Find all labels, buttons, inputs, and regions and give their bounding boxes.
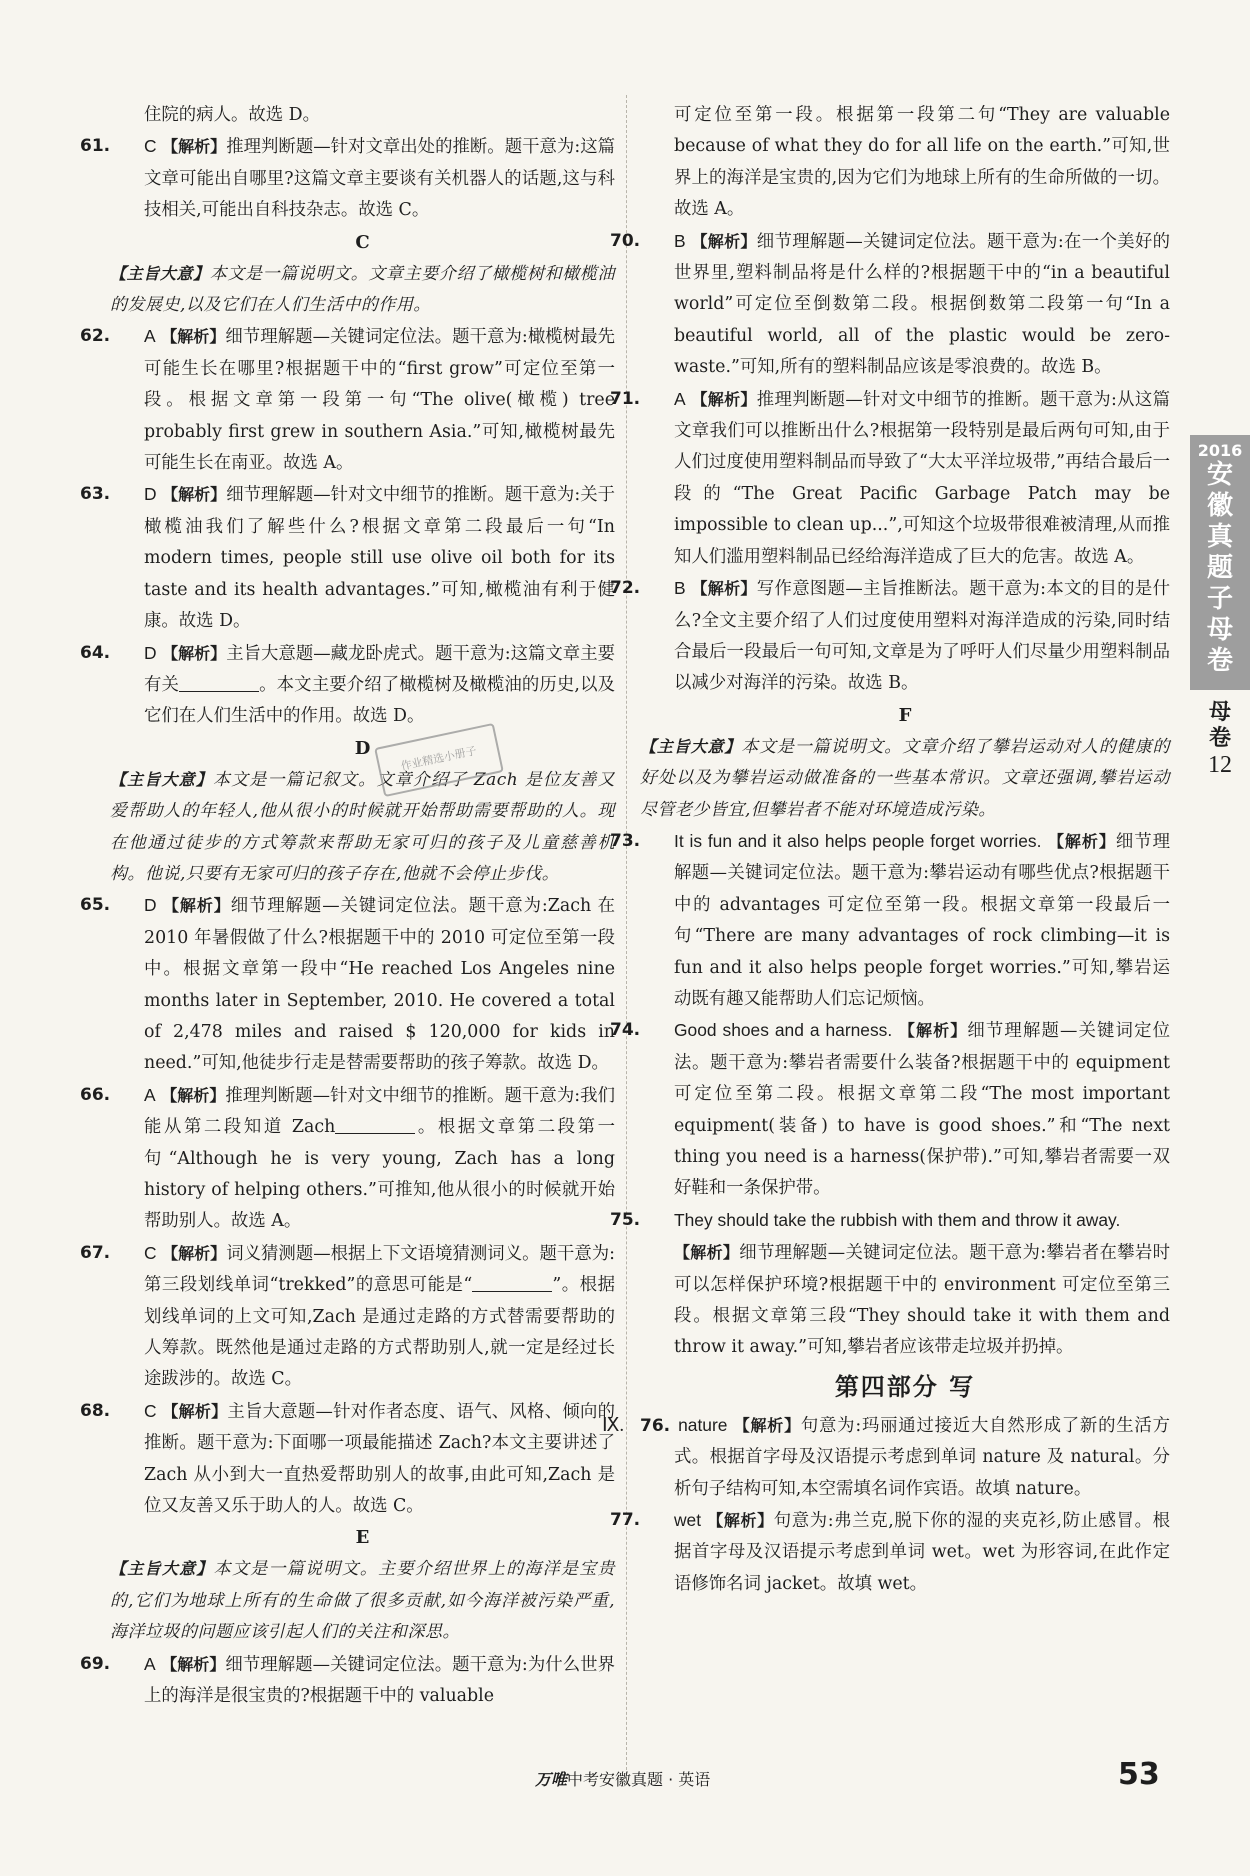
answer-61 (80, 131, 615, 226)
analysis-text: 写作意图题—主旨推断法。题干意为:本文的目的是什么?全文主要介绍了人们过度使用塑料对海洋造成的污染,同时结合最后一段最后一句可知,文章是为了呼吁人们尽量少用塑料制品以减少对海洋的污染。故选 B。 (674, 579, 1170, 694)
answer-77 (610, 1505, 1170, 1600)
analysis-tag: 【解析】 (161, 327, 226, 347)
analysis-text: 推理判断题—针对文中细节的推断。题干意为:我们能从第二段知道 Zach (144, 1085, 615, 1138)
answer-letter: A (144, 1653, 156, 1674)
summary-tag: 【主旨大意】 (640, 736, 742, 756)
brand-logo: 万唯 (535, 1770, 568, 1789)
footer-title: 中考安徽真题 · 英语 (567, 1770, 711, 1789)
answer-letter: B (674, 578, 686, 599)
analysis-tag: 【解析】 (691, 231, 757, 251)
page-number: 53 (1118, 1757, 1160, 1792)
answer-letter: D (144, 642, 157, 663)
analysis-tag: 【解析】 (162, 643, 227, 663)
analysis-text: 细节理解题—针对文中细节的推断。题干意为:关于橄榄油我们了解些什么?根据文章第二段最后一句“In modern times, people still use olive oil both for its taste and its health advantages.”可知,橄榄油有利于健康。故选 D。 (144, 485, 615, 632)
question-number: 65. (80, 895, 111, 916)
answer-76 (602, 1410, 1170, 1505)
summary-f (640, 731, 1170, 826)
question-number: 71. (610, 388, 641, 409)
section-heading-d: D (354, 737, 371, 759)
answer-text: It is fun and it also helps people forget worries. (674, 830, 1042, 851)
summary-text: 本文是一篇说明文。主要介绍世界上的海洋是宝贵的,它们为地球上所有的生命做了很多贡献,如今海洋被污染严重,海洋垃圾的问题应该引起人们的关注和深思。 (110, 1559, 615, 1643)
analysis-text-cont: 。本文主要介绍了橄榄树及橄榄油的历史,以及它们在人们生活中的作用。故选 D。 (144, 674, 615, 727)
analysis-tag: 【解析】 (691, 389, 757, 409)
answer-letter: D (144, 484, 157, 505)
question-number: 74. (610, 1020, 641, 1041)
summary-tag: 【主旨大意】 (110, 1559, 214, 1579)
analysis-tag: 【解析】 (707, 1511, 774, 1531)
answer-74 (610, 1015, 1170, 1204)
analysis-tag: 【解析】 (733, 1415, 801, 1435)
question-number: 73. (610, 830, 641, 851)
analysis-text-cont: ”。根据划线单词的上文可知,Zach 是通过走路的方式替需要帮助的人筹款。既然他是通过走路的方式帮助别人,就一定是经过长途跋涉的。故选 C。 (144, 1275, 615, 1390)
answer-letter: A (674, 388, 686, 409)
side-label-number: 12 (1208, 752, 1232, 778)
answer-73 (610, 826, 1171, 1015)
answer-letter: B (674, 230, 686, 251)
answer-70 (610, 226, 1170, 384)
analysis-tag: 【解析】 (691, 579, 757, 599)
analysis-tag: 【解析】 (674, 1243, 740, 1263)
analysis-text: 句意为:弗兰克,脱下你的湿的夹克衫,防止感冒。根据首字母及汉语提示考虑到单词 wet。wet 为形容词,在此作定语修饰名词 jacket。故填 wet。 (674, 1511, 1170, 1594)
section-heading-e: E (355, 1527, 370, 1549)
answer-69 (80, 1649, 615, 1713)
summary-c (110, 258, 615, 322)
side-label-text: 母卷 (1208, 700, 1231, 751)
answer-letter: C (144, 136, 157, 157)
section-heading-c: C (355, 231, 370, 253)
analysis-text: 词义猜测题—根据上下文语境猜测词义。题干意为:第三段划线单词“trekked”的意思可能是“ (144, 1243, 615, 1296)
answer-66 (80, 1080, 615, 1238)
answer-letter: A (144, 326, 156, 347)
answer-letter: C (144, 1400, 157, 1421)
page-footer (0, 1757, 1250, 1797)
analysis-tag: 【解析】 (163, 896, 231, 916)
question-number: 63. (80, 484, 111, 505)
right-column (602, 100, 1171, 1600)
question-number: 69. (80, 1653, 111, 1674)
answer-67 (80, 1238, 615, 1396)
analysis-tag: 【解析】 (162, 1401, 228, 1421)
left-column (80, 100, 615, 1713)
analysis-text: 细节理解题—关键词定位法。题干意为:为什么世界上的海洋是很宝贵的?根据题干中的 valuable (144, 1654, 615, 1707)
summary-d (110, 764, 615, 891)
answer-letter: D (144, 895, 157, 916)
summary-tag: 【主旨大意】 (110, 263, 210, 283)
roman-numeral: Ⅸ. (602, 1414, 625, 1436)
analysis-tag: 【解析】 (162, 485, 227, 505)
analysis-text-cont: 。根据文章第二段第一句“Although he is very young, Zach has a long history of helping others.”可推知,他从很小的时候就开始帮助别人。故选 A。 (144, 1117, 615, 1232)
analysis-text: 推理判断题—针对文中细节的推断。题干意为:从这篇文章我们可以推断出什么?根据第一段特别是最后两句可知,由于人们过度使用塑料制品而导致了“大太平洋垃圾带,”再结合最后一段的“The Great Pacific Garbage Patch may be impossible to clean up...”,可知这个垃圾带很难被清理,从而推知人们滥用塑料制品已经给海洋造成了巨大的危害。故选 A。 (674, 389, 1170, 567)
answer-word: wet (674, 1510, 702, 1531)
answer-blank (335, 1116, 415, 1134)
summary-text: 本文是一篇说明文。文章介绍了攀岩运动对人的健康的好处以及为攀岩运动做准备的一些基本常识。文章还强调,攀岩运动尽管老少皆宜,但攀岩者不能对环境造成污染。 (640, 736, 1170, 820)
answer-text: Good shoes and a harness. (674, 1020, 893, 1041)
analysis-text: 细节理解题—关键词定位法。题干意为:攀岩者在攀岩时可以怎样保护环境?根据题干中的 environment 可定位至第三段。根据文章第三段“They should take it with them and throw it away.”可知,攀岩者应该带走垃圾并扔掉。 (674, 1243, 1170, 1358)
analysis-text: 细节理解题—关键词定位法。题干意为:攀岩运动有哪些优点?根据题干中的 advantages 可定位至第一段。根据文章第一段最后一句“There are many advantages of rock climbing—it is fun and it also helps people forget worries.”可知,攀岩运动既有趣又能帮助人们忘记烦恼。 (674, 831, 1171, 1009)
question-number: 67. (80, 1242, 111, 1263)
continuation-text: 住院的病人。故选 D。 (144, 105, 320, 125)
answer-letter: A (144, 1084, 156, 1105)
answer-68 (80, 1396, 615, 1523)
footer-text (535, 1767, 710, 1790)
answer-letter: C (144, 1242, 157, 1263)
answer-63 (80, 479, 615, 637)
analysis-text: 推理判断题—针对文章出处的推断。题干意为:这篇文章可能出自哪里?这篇文章主要谈有关机器人的话题,这与科技相关,可能出自科技杂志。故选 C。 (144, 137, 615, 221)
answer-64 (80, 638, 615, 733)
answer-text: They should take the rubbish with them and throw it away. (674, 1209, 1121, 1230)
question-number: 62. (80, 326, 111, 347)
question-number: 76. (640, 1415, 671, 1436)
analysis-tag: 【解析】 (898, 1021, 968, 1041)
analysis-text: 主旨大意题—针对作者态度、语气、风格、倾向的推断。题干意为:下面哪一项最能描述 Zach?本文主要讲述了 Zach 从小到大一直热爱帮助别人的故事,由此可知,Zach 是位又友善又乐于助人的人。故选 C。 (144, 1401, 615, 1517)
analysis-tag: 【解析】 (161, 1085, 226, 1105)
analysis-text: 细节理解题—关键词定位法。题干意为:橄榄树最先可能生长在哪里?根据题干中的“first grow”可定位至第一段。根据文章第一段第一句“The olive(橄榄) tree probably first grew in southern Asia.”可知,橄榄树最先可能生长在南亚。故选 A。 (144, 327, 615, 474)
side-tab-year: 2016 (1197, 441, 1243, 460)
answer-65 (80, 890, 615, 1079)
analysis-text: 细节理解题—关键词定位法。题干意为:攀岩者需要什么装备?根据题干中的 equipment 可定位至第二段。根据文章第二段“The most important equipment(装备) to have is good shoes.”和“The next thing you need is a harness(保护带).”可知,攀岩者需要一双好鞋和一条保护带。 (674, 1021, 1170, 1199)
analysis-tag: 【解析】 (162, 1243, 227, 1263)
side-label (1190, 700, 1250, 779)
summary-e (110, 1553, 615, 1648)
summary-tag: 【主旨大意】 (110, 769, 213, 789)
side-tab-title: 安徽真题子母卷 (1206, 460, 1233, 676)
analysis-text: 细节理解题—关键词定位法。题干意为:在一个美好的世界里,塑料制品将是什么样的?根据题干中的“in a beautiful world”可定位至倒数第二段。根据倒数第二段第一句“In a beautiful world, all of the plastic would be zero-waste.”可知,所有的塑料制品应该是零浪费的。故选 B。 (674, 231, 1170, 378)
answer-71 (610, 384, 1170, 573)
question-number: 75. (610, 1209, 641, 1230)
question-number: 61. (80, 136, 111, 157)
section-heading-f: F (898, 704, 912, 726)
answer-blank (472, 1274, 552, 1292)
continuation-text: 可定位至第一段。根据第一段第二句“They are valuable because of what they do for all life on the earth.”可知,世界上的海洋是宝贵的,因为它们为地球上所有的生命所做的一切。故选 A。 (674, 105, 1170, 220)
answer-word: nature (678, 1414, 728, 1435)
analysis-text: 细节理解题—关键词定位法。题干意为:Zach 在 2010 年暑假做了什么?根据题干中的 2010 可定位至第一段中。根据文章第一段中“He reached Los Angeles nine months later in September, 2010. He covered a total of 2,478 miles and raised $ 120,000 for kids in need.”可知,他徒步行走是替需要帮助的孩子筹款。故选 D。 (144, 896, 615, 1074)
question-number: 68. (80, 1400, 111, 1421)
question-number: 64. (80, 642, 111, 663)
part-four-heading: 第四部分 写 (834, 1372, 976, 1401)
question-number: 77. (610, 1510, 641, 1531)
analysis-text: 主旨大意题—藏龙卧虎式。题干意为:这篇文章主要有关 (144, 643, 615, 695)
summary-text: 本文是一篇说明文。文章主要介绍了橄榄树和橄榄油的发展史,以及它们在人们生活中的作用。 (110, 263, 615, 316)
analysis-tag: 【解析】 (162, 137, 227, 157)
question-number: 72. (610, 578, 641, 599)
summary-text: 本文是一篇记叙文。文章介绍了 Zach 是位友善又爱帮助人的年轻人,他从很小的时候就开始帮助需要帮助的人。现在他通过徒步的方式筹款来帮助无家可归的孩子及儿童慈善机构。他说,只要有无家可归的孩子存在,他就不会停止步伐。 (110, 769, 615, 884)
answer-blank (179, 674, 259, 692)
analysis-tag: 【解析】 (161, 1654, 226, 1674)
stamp-watermark: 作业精选小册子 (374, 723, 504, 797)
question-number: 70. (610, 230, 641, 251)
analysis-text: 句意为:玛丽通过接近大自然形成了新的生活方式。根据首字母及汉语提示考虑到单词 nature 及 natural。分析句子结构可知,本空需填名词作宾语。故填 nature。 (674, 1415, 1170, 1499)
analysis-tag: 【解析】 (1047, 831, 1116, 851)
answer-62 (80, 321, 615, 479)
question-number: 66. (80, 1084, 111, 1105)
answer-72 (610, 573, 1170, 700)
answer-75 (610, 1205, 1170, 1364)
side-tab (1190, 435, 1250, 690)
